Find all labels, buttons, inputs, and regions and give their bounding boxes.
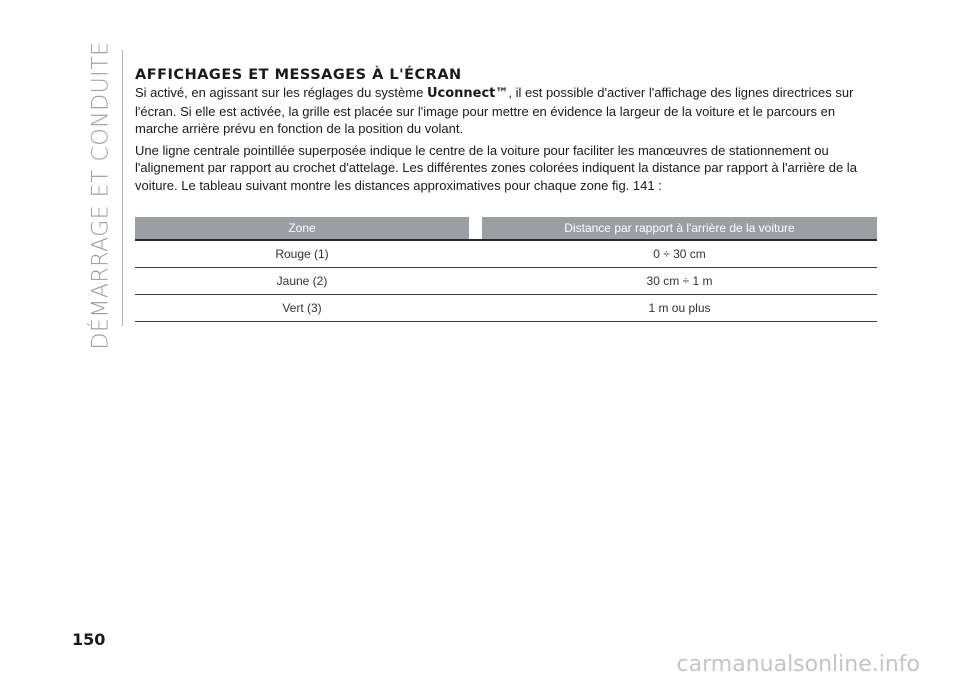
- table-row: [135, 295, 877, 322]
- watermark: carmanualsonline.info: [676, 652, 920, 677]
- header-zone: Zone: [135, 217, 469, 241]
- distance-cell: 30 cm ÷ 1 m: [482, 268, 877, 295]
- table-row: [135, 241, 877, 268]
- zone-cell: Vert (3): [135, 295, 469, 322]
- distance-cell: 1 m ou plus: [482, 295, 877, 322]
- table-row: [135, 268, 877, 295]
- gap-cell: [469, 268, 482, 295]
- table-header-row: [135, 217, 877, 241]
- paragraph-intro-end: , il est possible d'activer l'affichage des lignes directrices sur l'écran. Si elle est activée, la grille est placée sur l'image pour mettre en évidence la largeur de la voiture et le parcours en marche arrière prévu en fonction de la position du volant.: [135, 85, 854, 136]
- chapter-divider: [122, 50, 123, 326]
- paragraph-intro-start: Si activé, en agissant sur les réglages du système: [135, 85, 427, 100]
- uconnect-brand: Uconnect™: [426, 86, 509, 101]
- gap-cell: [469, 295, 482, 322]
- chapter-side-title: [86, 41, 116, 349]
- gap-cell: [469, 241, 482, 268]
- zone-cell: Jaune (2): [135, 268, 469, 295]
- page-number: 150: [72, 630, 106, 649]
- chapter-side-title-text: DÉMARRAGE ET CONDUITE: [88, 41, 114, 349]
- zone-cell: Rouge (1): [135, 241, 469, 268]
- distance-cell: 0 ÷ 30 cm: [482, 241, 877, 268]
- paragraph-guideline: Une ligne centrale pointillée superposée indique le centre de la voiture pour faciliter les manœuvres de stationnement ou l'alignement par rapport au crochet d'attelage. Les différentes zones colorées indiquent la distance par rapport à l'arrière de la voiture. Le tableau suivant montre les distances approximatives pour chaque zone fig. 141 :: [135, 142, 857, 193]
- section-heading: AFFICHAGES ET MESSAGES À L'ÉCRAN: [135, 67, 462, 83]
- paragraph-intro: [135, 84, 877, 138]
- zone-distance-table: [135, 217, 877, 322]
- header-distance: Distance par rapport à l'arrière de la voiture: [482, 217, 877, 241]
- header-gap: [469, 217, 482, 241]
- page-content: [135, 66, 877, 322]
